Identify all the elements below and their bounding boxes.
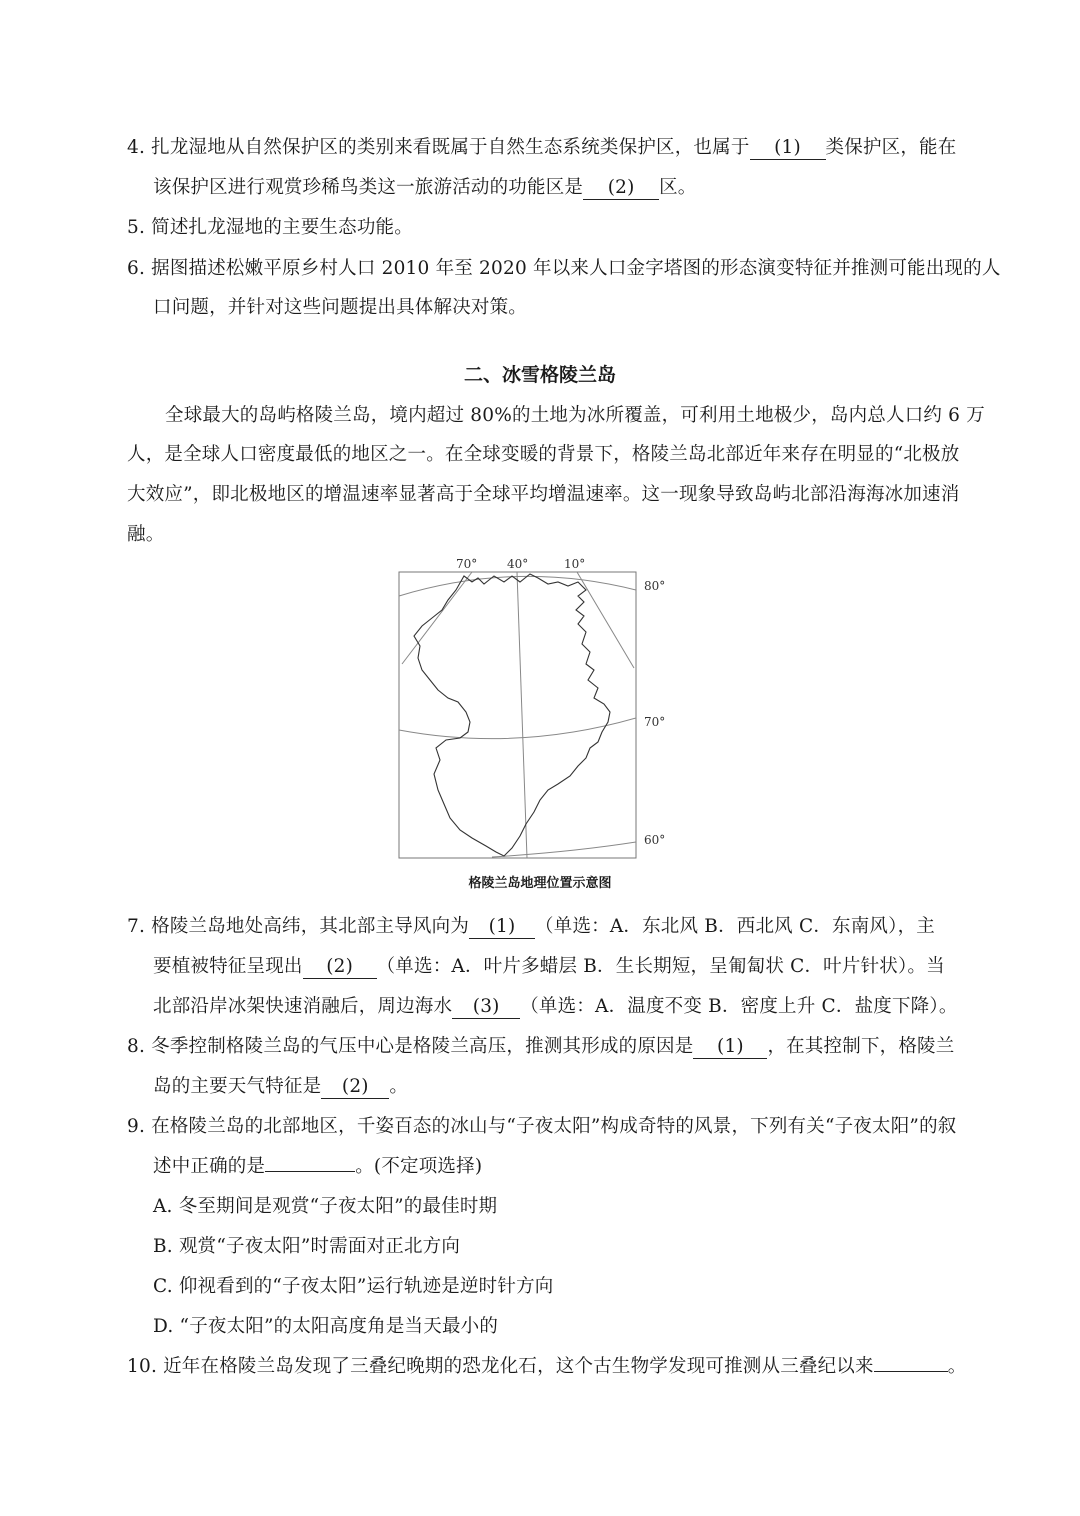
lon-label-40: 40° <box>507 557 529 571</box>
q4-line-2 <box>153 175 697 201</box>
q7-text-f: （单选：A．温度不变 B．密度上升 C．盐度下降）。 <box>520 996 958 1017</box>
q4-text-a: 4. 扎龙湿地从自然保护区的类别来看既属于自然生态系统类保护区，也属于 <box>127 137 750 158</box>
q6-line-2: 口问题，并针对这些问题提出具体解决对策。 <box>153 297 528 318</box>
q9-text-a: 述中正确的是 <box>153 1156 266 1177</box>
q4-blank-1[interactable]: (1) <box>750 137 826 160</box>
greenland-outline <box>414 574 610 856</box>
section-title: 二、冰雪格陵兰岛 <box>463 364 616 386</box>
q9-option-c: C. 仰视看到的“子夜太阳”运行轨迹是逆时针方向 <box>153 1276 554 1297</box>
q7-blank-2[interactable]: (2) <box>303 956 377 979</box>
q8-blank-1[interactable]: (1) <box>693 1036 767 1059</box>
q7-text-d: （单选：A．叶片多蜡层 B．生长期短，呈匍匐状 C．叶片针状）。当 <box>376 956 945 977</box>
q9-text-b: 。(不定项选择) <box>355 1156 483 1177</box>
lon-label-70: 70° <box>456 557 478 571</box>
q8-text-d: 。 <box>389 1076 409 1097</box>
q9-option-d: D. “子夜太阳”的太阳高度角是当天最小的 <box>153 1316 499 1337</box>
q8-text-c: 岛的主要天气特征是 <box>153 1076 322 1097</box>
lat-label-60: 60° <box>644 833 666 847</box>
q9-line-1: 9. 在格陵兰岛的北部地区，千姿百态的冰山与“子夜太阳”构成奇特的风景，下列有关“子夜太阳”的叙 <box>127 1116 957 1137</box>
lat-60-line <box>492 842 636 857</box>
q9-blank[interactable] <box>265 1171 355 1172</box>
q8-text-b: ，在其控制下，格陵兰 <box>767 1036 955 1057</box>
q4-text-c: 该保护区进行观赏珍稀鸟类这一旅游活动的功能区是 <box>153 177 584 198</box>
q10-blank[interactable] <box>874 1371 948 1372</box>
q9-option-b: B. 观赏“子夜太阳”时需面对正北方向 <box>153 1236 461 1257</box>
lat-label-70: 70° <box>644 715 666 729</box>
greenland-map <box>372 552 672 864</box>
q9-line-2 <box>153 1154 482 1180</box>
q7-line-1 <box>127 914 935 940</box>
lat-label-80: 80° <box>644 579 666 593</box>
q8-text-a: 8. 冬季控制格陵兰岛的气压中心是格陵兰高压，推测其形成的原因是 <box>127 1036 694 1057</box>
q6-line-1: 6. 据图描述松嫩平原乡村人口 2010 年至 2020 年以来人口金字塔图的形态演变特征并推测可能出现的人 <box>127 258 1001 279</box>
q8-blank-2[interactable]: (2) <box>321 1076 389 1099</box>
q5-line-1: 5. 简述扎龙湿地的主要生态功能。 <box>127 217 413 238</box>
q10-line-1 <box>127 1354 966 1380</box>
q9-option-a: A. 冬至期间是观赏“子夜太阳”的最佳时期 <box>153 1196 498 1217</box>
q8-line-2 <box>153 1074 408 1100</box>
map-frame <box>399 572 636 858</box>
q7-line-2 <box>153 954 945 980</box>
lon-10-line <box>577 572 634 668</box>
intro-line-3: 大效应”，即北极地区的增温速率显著高于全球平均增温速率。这一现象导致岛屿北部沿海海冰加速消 <box>127 484 960 505</box>
q7-text-b: （单选：A．东北风 B．西北风 C．东南风），主 <box>535 916 935 937</box>
q4-blank-2[interactable]: (2) <box>583 177 659 200</box>
q7-blank-1[interactable]: (1) <box>469 916 535 939</box>
q4-text-b: 类保护区，能在 <box>825 137 957 158</box>
intro-line-1: 全球最大的岛屿格陵兰岛，境内超过 80%的土地为冰所覆盖，可利用土地极少，岛内总人口约 6 万 <box>165 405 985 426</box>
q4-line-1 <box>127 135 956 161</box>
q7-text-c: 要植被特征呈现出 <box>153 956 303 977</box>
q10-text-a: 10. 近年在格陵兰岛发现了三叠纪晚期的恐龙化石，这个古生物学发现可推测从三叠纪以来 <box>127 1356 874 1377</box>
q7-blank-3[interactable]: (3) <box>452 996 520 1019</box>
map-caption: 格陵兰岛地理位置示意图 <box>468 876 612 891</box>
q7-text-a: 7. 格陵兰岛地处高纬，其北部主导风向为 <box>127 916 470 937</box>
lon-label-10: 10° <box>564 557 586 571</box>
q7-text-e: 北部沿岸冰架快速消融后，周边海水 <box>153 996 453 1017</box>
lon-40-line <box>517 572 527 858</box>
q10-text-b: 。 <box>947 1356 967 1377</box>
intro-line-2: 人，是全球人口密度最低的地区之一。在全球变暖的背景下，格陵兰岛北部近年来存在明显的“北极放 <box>127 444 960 465</box>
q8-line-1 <box>127 1034 954 1060</box>
q4-text-d: 区。 <box>659 177 697 198</box>
q7-line-3 <box>153 994 958 1020</box>
intro-line-4: 融。 <box>127 524 165 545</box>
